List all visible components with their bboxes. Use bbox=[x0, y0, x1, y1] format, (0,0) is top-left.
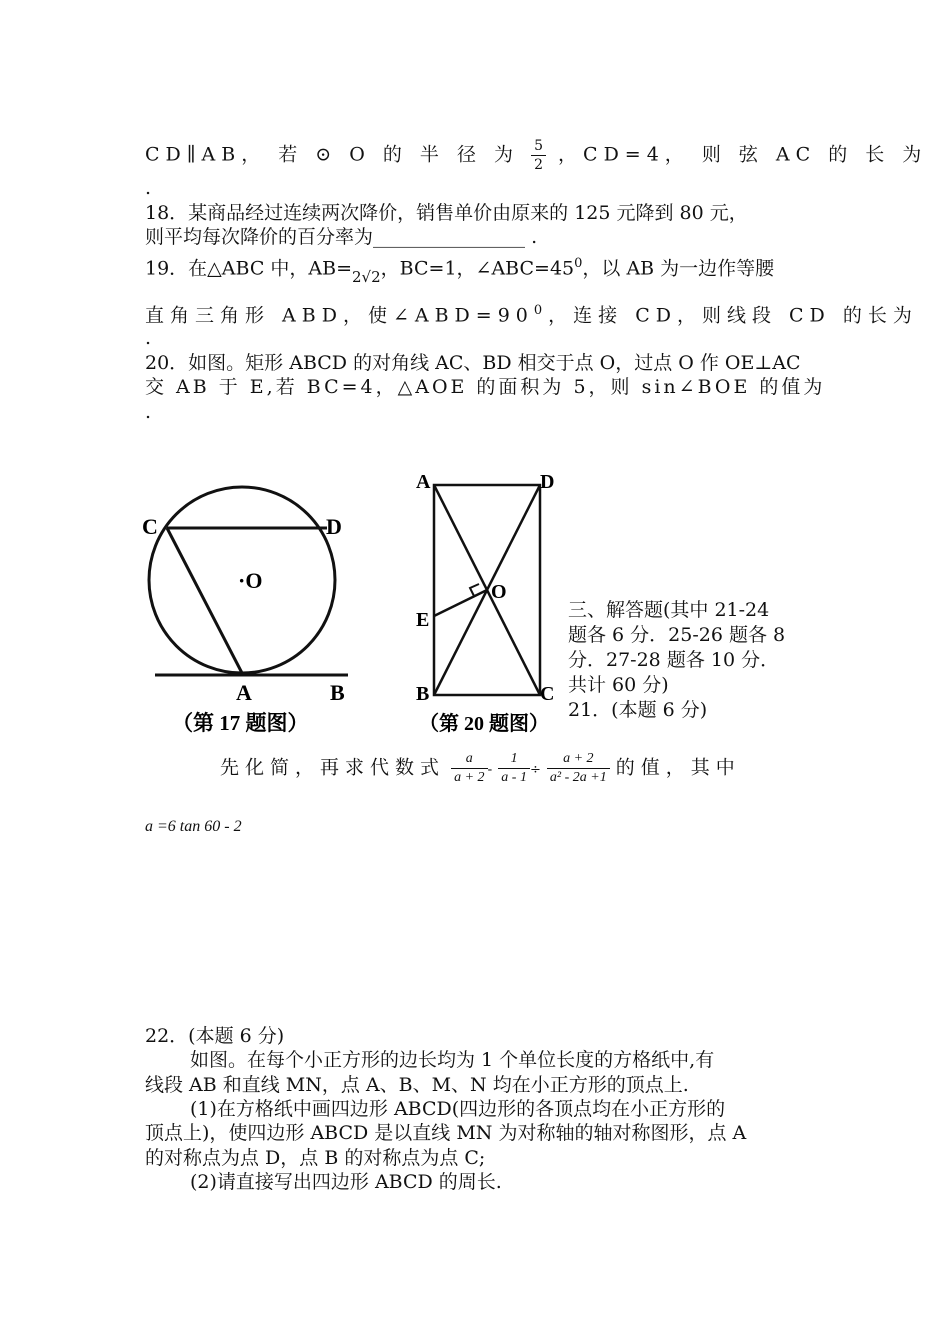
q19-text-1: 19．在△ABC 中，AB= bbox=[145, 257, 353, 280]
q21-line bbox=[220, 750, 741, 787]
q20-dot: . bbox=[145, 401, 152, 423]
q22-line2: 线段 AB 和直线 MN，点 A、B、M、N 均在小正方形的顶点上. bbox=[145, 1074, 689, 1096]
q18-text: 则平均每次降价的百分率为 bbox=[145, 226, 374, 248]
q22-line3: (1)在方格纸中画四边形 ABCD(四边形的各顶点均在小正方形的 bbox=[190, 1098, 726, 1120]
q19-degree-2: 0 bbox=[533, 303, 549, 318]
q20-line2: 交 AB 于 E,若 BC=4，△AOE 的面积为 5，则 sin∠BOE 的值为 bbox=[145, 376, 826, 398]
q21-divide: ÷ bbox=[529, 762, 541, 778]
q21-f1-num: a bbox=[451, 750, 487, 769]
q22-line5: 的对称点为点 D，点 B 的对称点为点 C; bbox=[145, 1147, 486, 1169]
q21-given: a =6 tan 60 - 2 bbox=[145, 818, 242, 835]
q21-tail: 的值，其中 bbox=[615, 756, 741, 779]
fig20-caption: （第 20 题图） bbox=[419, 713, 549, 735]
fig17-label-b: B bbox=[330, 680, 345, 705]
section3-line1: 三、解答题(其中 21-24 bbox=[568, 599, 770, 621]
q19-line1 bbox=[145, 252, 775, 287]
q17-text-1: CD∥AB， 若 ⊙ O 的 半 径 为 bbox=[145, 143, 520, 166]
q21-f2-num: 1 bbox=[498, 750, 530, 769]
q20-line1: 20．如图。矩形 ABCD 的对角线 AC、BD 相交于点 O，过点 O 作 OE⊥AC bbox=[145, 352, 801, 374]
q17-dot: . bbox=[145, 177, 152, 199]
q19-text-3: ，以 AB 为一边作等腰 bbox=[582, 257, 775, 280]
fig20-label-e: E bbox=[416, 609, 430, 631]
q19-text-5: ，连接 CD，则线段 CD 的长为 bbox=[548, 304, 918, 327]
q22-header: 22．(本题 6 分) bbox=[145, 1025, 285, 1047]
q19-text-4: 直角三角形 ABD，使∠ABD=90 bbox=[145, 304, 534, 327]
section3-line3: 分．27-28 题各 10 分． bbox=[568, 649, 780, 671]
fig20-label-a: A bbox=[416, 471, 431, 493]
q21-minus: - bbox=[487, 761, 493, 778]
fig17-label-c: C bbox=[142, 514, 158, 539]
q19-degree: 0 bbox=[574, 256, 583, 271]
q18-line1: 18．某商品经过连续两次降价，销售单价由原来的 125 元降到 80 元， bbox=[145, 202, 748, 224]
section3-line2: 题各 6 分．25-26 题各 8 bbox=[568, 624, 786, 646]
q19-text-2: ，BC=1，∠ABC=45 bbox=[380, 257, 575, 280]
q22-line1: 如图。在每个小正方形的边长均为 1 个单位长度的方格纸中,有 bbox=[190, 1049, 715, 1071]
q17-frac-den: 2 bbox=[534, 157, 543, 173]
q17-text-2: ，CD=4， 则 弦 AC 的 长 为 bbox=[558, 143, 928, 166]
q21-header: 21．(本题 6 分) bbox=[568, 699, 708, 721]
figure-20 bbox=[405, 470, 575, 750]
fig20-label-c: C bbox=[540, 683, 555, 705]
figure-17 bbox=[130, 470, 370, 750]
q18-blank: ________________ bbox=[373, 226, 526, 248]
q17-frac-num: 5 bbox=[531, 137, 546, 156]
q22-line6: (2)请直接写出四边形 ABCD 的周长. bbox=[190, 1171, 502, 1193]
q18-line2 bbox=[145, 225, 537, 249]
q21-f3-den: a² - 2a +1 bbox=[549, 770, 607, 785]
q19-line2 bbox=[145, 299, 918, 327]
q21-fraction-2 bbox=[498, 750, 530, 787]
fig17-label-o: ·O bbox=[238, 568, 263, 593]
q21-f2-den: a - 1 bbox=[501, 770, 527, 785]
q21-fraction-3 bbox=[547, 750, 610, 787]
q21-fraction-1 bbox=[451, 750, 487, 787]
q17-radius-fraction bbox=[531, 137, 546, 174]
fig17-label-d: D bbox=[326, 514, 342, 539]
fig17-chord-ca bbox=[167, 528, 242, 673]
fig20-label-o: O bbox=[491, 581, 507, 603]
fig17-label-a: A bbox=[236, 680, 252, 705]
q21-f1-den: a + 2 bbox=[454, 770, 485, 785]
q17-line bbox=[145, 137, 927, 174]
section3-line4: 共计 60 分) bbox=[568, 674, 669, 696]
q18-end: . bbox=[531, 226, 538, 248]
q19-ab-value: 2√2 bbox=[352, 268, 381, 287]
fig20-label-d: D bbox=[540, 471, 555, 493]
q21-f3-num: a + 2 bbox=[547, 750, 610, 769]
fig17-caption: （第 17 题图） bbox=[172, 711, 309, 735]
q19-dot: . bbox=[145, 327, 152, 349]
fig20-label-b: B bbox=[416, 683, 430, 705]
q22-line4: 顶点上)，使四边形 ABCD 是以直线 MN 为对称轴的轴对称图形，点 A bbox=[145, 1122, 747, 1144]
q21-lead: 先化简，再求代数式 bbox=[220, 756, 446, 779]
